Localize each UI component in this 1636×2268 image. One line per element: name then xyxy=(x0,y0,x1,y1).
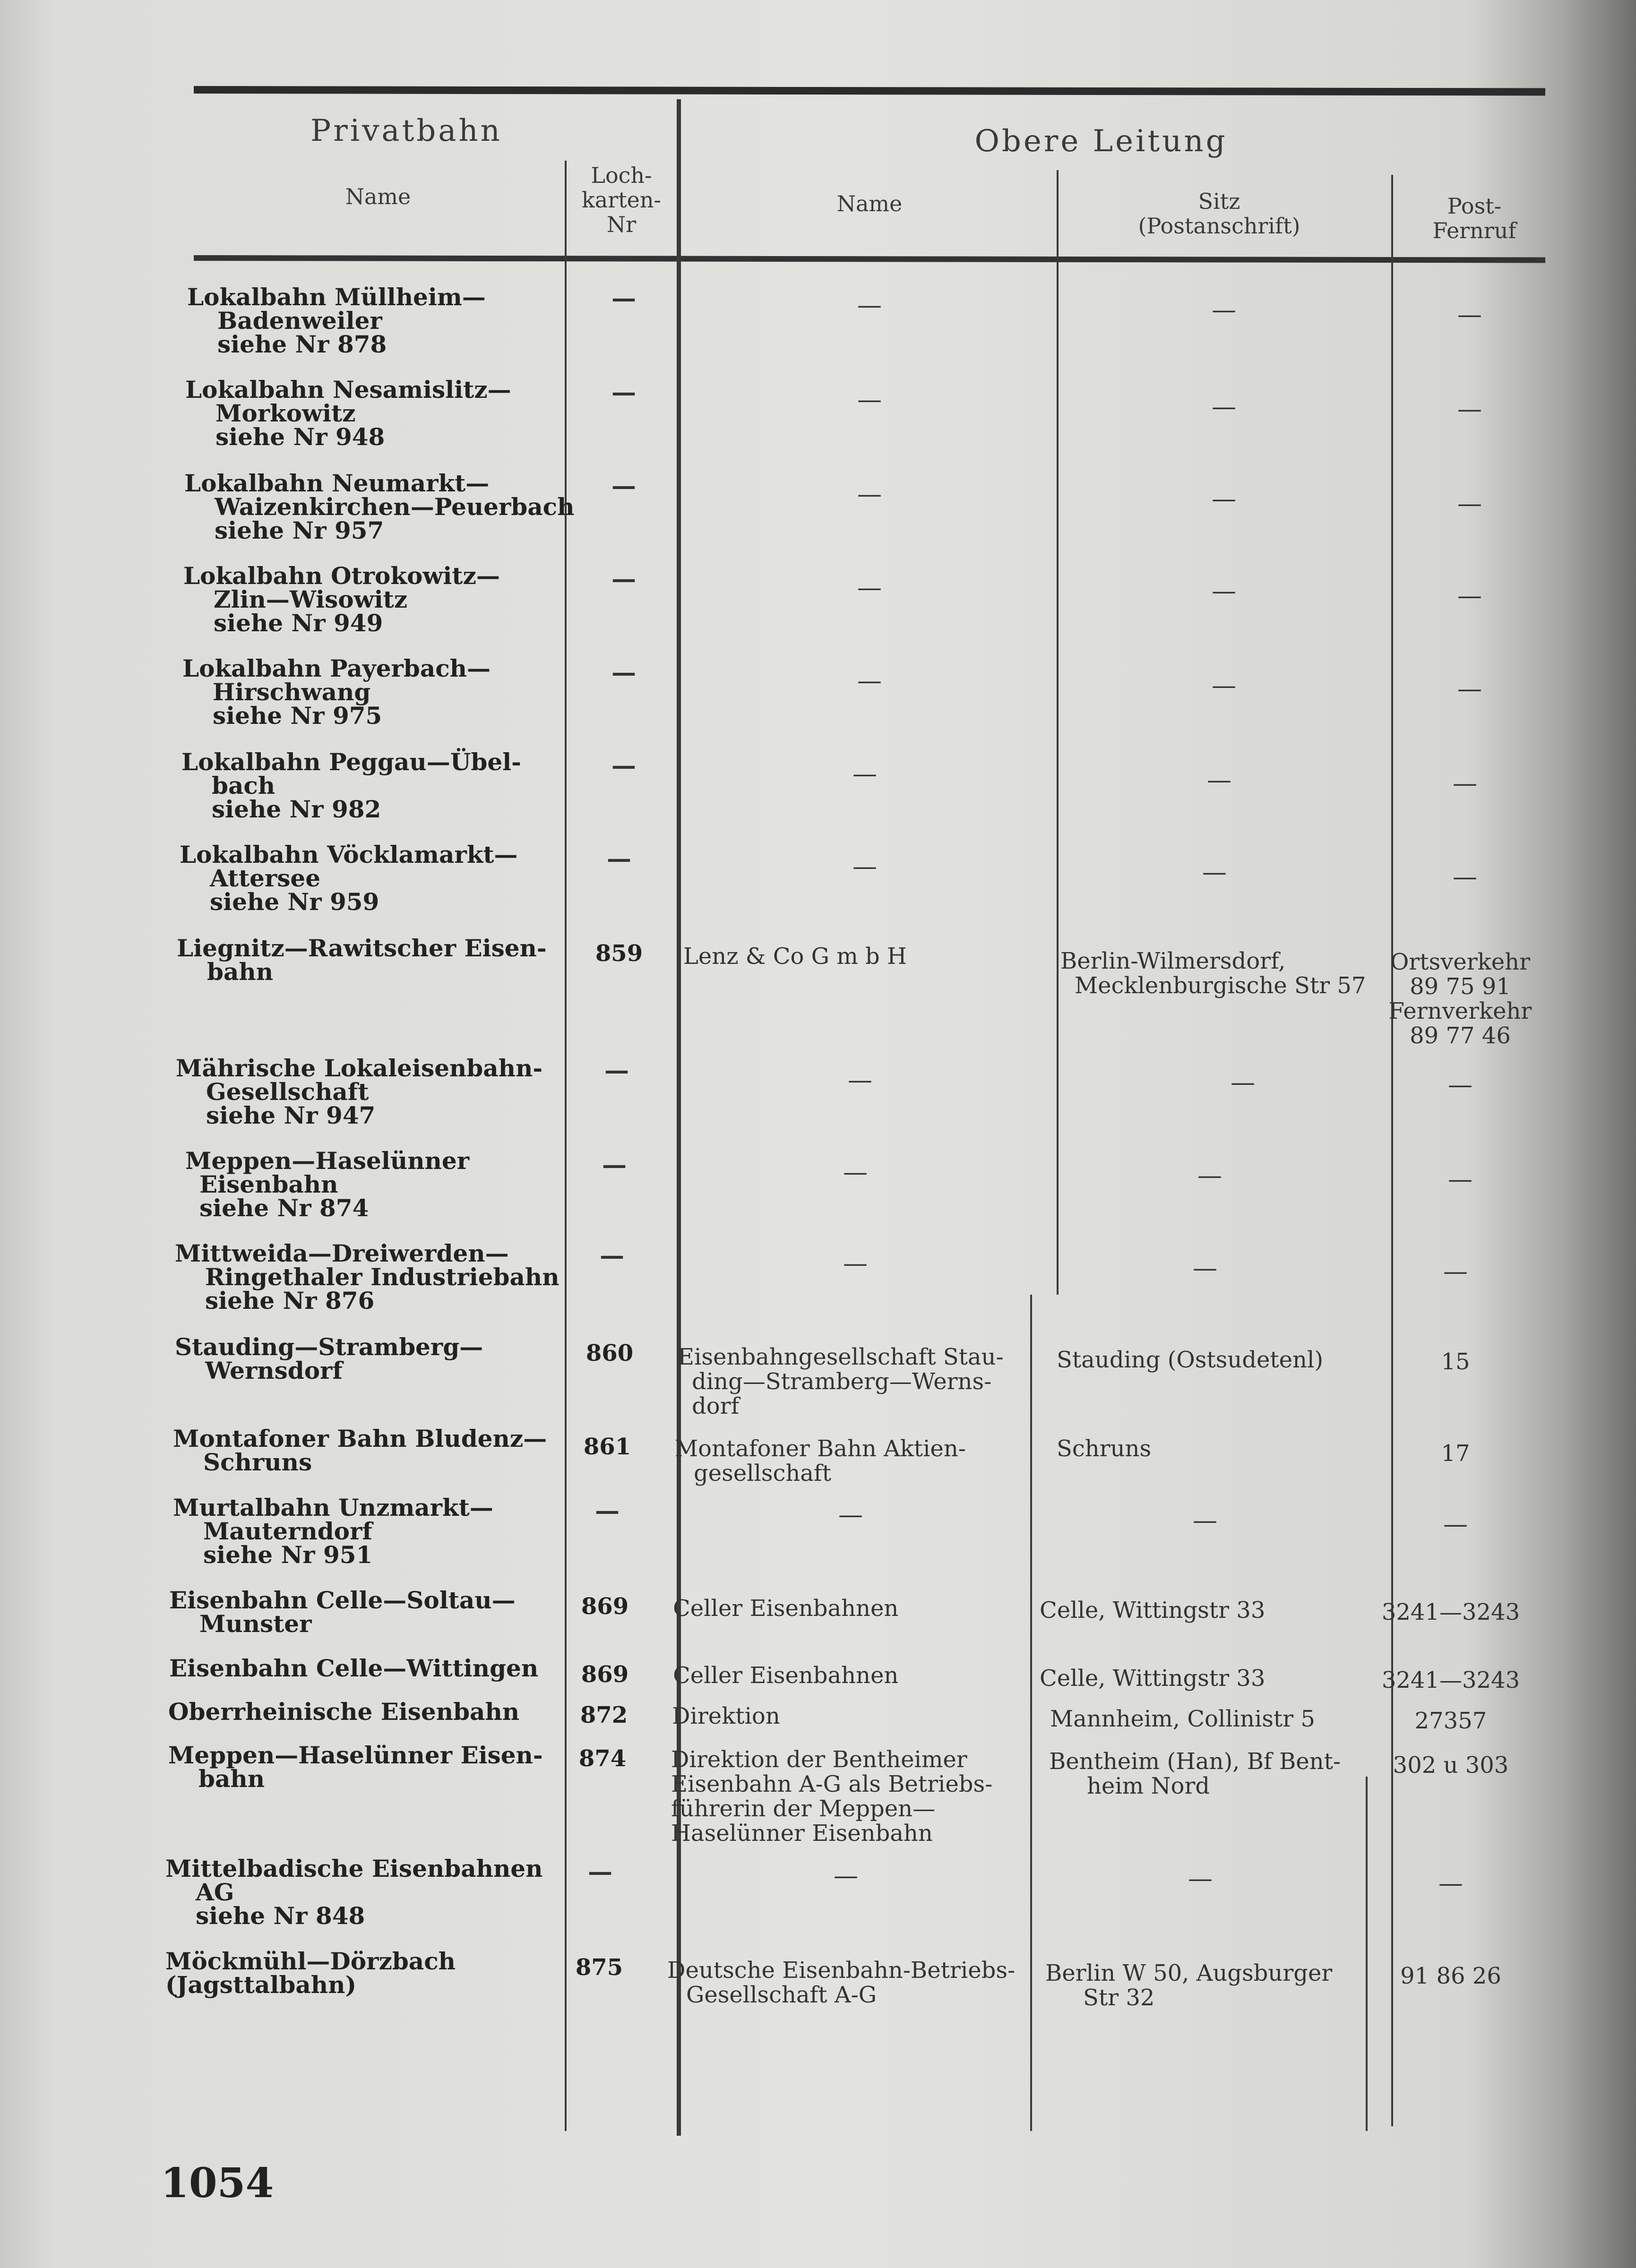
entry-row-3 xyxy=(183,564,594,635)
entry-row-13 xyxy=(173,1496,584,1567)
entry-row-16 xyxy=(168,1700,579,1724)
railway-name: Oberrheinische Eisenbahn xyxy=(168,1698,520,1726)
entry-row-0 xyxy=(187,285,598,356)
entry-row-9 xyxy=(185,1149,596,1220)
railway-name: Mittelbadische Eisenbahnen AG siehe Nr 848 xyxy=(165,1855,543,1930)
leitung-name: — xyxy=(843,1249,868,1278)
railway-name: Eisenbahn Celle—Soltau— Munster xyxy=(169,1586,516,1638)
railway-name: Lokalbahn Müllheim— Badenweiler siehe Nr 878 xyxy=(187,283,486,358)
leitung-name: — xyxy=(857,480,882,508)
sitz: — xyxy=(1202,858,1227,886)
lochkarten-nr: — xyxy=(588,1857,612,1886)
header-obere-leitung: Obere Leitung xyxy=(974,124,1228,159)
sitz: — xyxy=(1212,393,1236,421)
col-rule-fernruf-lower xyxy=(1366,1777,1368,2131)
fernruf: — xyxy=(1443,1257,1468,1286)
fernruf: — xyxy=(1457,301,1482,329)
sitz: — xyxy=(1193,1254,1217,1282)
entry-row-10 xyxy=(175,1239,586,1314)
fernruf: — xyxy=(1457,490,1482,518)
entry-row-1 xyxy=(185,378,596,449)
leitung-name: Celler Eisenbahnen xyxy=(673,1662,899,1689)
fernruf: — xyxy=(1457,675,1482,703)
entry-row-2 xyxy=(184,469,595,544)
leitung-name: — xyxy=(857,574,882,602)
sitz: Stauding (Ostsudetenl) xyxy=(1057,1347,1324,1373)
sitz: — xyxy=(1231,1068,1255,1097)
railway-name: Lokalbahn Neumarkt— Waizenkirchen—Peuerbach siehe Nr 957 xyxy=(184,469,575,544)
railway-name: Meppen—Haselünner Eisen- bahn xyxy=(168,1741,543,1793)
fernruf: — xyxy=(1448,1071,1472,1099)
leitung-name: Eisenbahngesellschaft Stau- ding—Stramberg—Werns- dorf xyxy=(678,1344,1004,1419)
lochkarten-nr: — xyxy=(602,1151,627,1179)
leitung-name: — xyxy=(834,1862,858,1890)
railway-name: Liegnitz—Rawitscher Eisen- bahn xyxy=(177,934,547,986)
fernruf: 3241—3243 xyxy=(1381,1599,1520,1625)
fernruf: — xyxy=(1453,769,1477,798)
page-number: 1054 xyxy=(161,2159,274,2207)
fernruf: — xyxy=(1438,1869,1463,1898)
leitung-name: — xyxy=(848,1066,872,1094)
col-rule-sitz-left xyxy=(1057,170,1059,1295)
leitung-name: Direktion xyxy=(672,1703,780,1729)
fernruf: — xyxy=(1457,395,1482,423)
fernruf: 91 86 26 xyxy=(1400,1963,1501,1989)
header-fernruf: Post- Fernruf xyxy=(1432,193,1516,243)
header-sitz: Sitz (Postanschrift) xyxy=(1138,189,1300,239)
sitz: — xyxy=(1188,1864,1213,1893)
col-rule-sitz-left-lower xyxy=(1030,1295,1032,2131)
sitz: Bentheim (Han), Bf Bent- heim Nord xyxy=(1049,1748,1341,1799)
fernruf: — xyxy=(1448,1165,1472,1194)
sitz: — xyxy=(1207,766,1231,794)
entry-row-19 xyxy=(165,1947,577,1999)
lochkarten-nr: 874 xyxy=(578,1745,627,1772)
fernruf: Ortsverkehr 89 75 91 Fernverkehr 89 77 46 xyxy=(1388,949,1532,1049)
fernruf: 17 xyxy=(1441,1440,1470,1467)
fernruf: 15 xyxy=(1441,1349,1470,1375)
entry-row-5 xyxy=(181,750,593,821)
railway-name: Murtalbahn Unzmarkt— Mauterndorf siehe Nr 951 xyxy=(173,1494,493,1569)
col-rule-fernruf-left xyxy=(1391,175,1393,2126)
railway-name: Stauding—Stramberg— Wernsdorf xyxy=(175,1333,483,1384)
leitung-name: Direktion der Bentheimer Eisenbahn A-G als Betriebs- führerin der Meppen— Haselünner Eisenbahn xyxy=(671,1746,993,1847)
fernruf: 3241—3243 xyxy=(1381,1667,1520,1693)
entry-row-12 xyxy=(173,1427,584,1474)
railway-name: Lokalbahn Nesamislitz— Morkowitz siehe Nr 948 xyxy=(185,376,511,451)
leitung-name: Lenz & Co G m b H xyxy=(683,943,907,970)
entry-row-14 xyxy=(169,1586,580,1638)
fernruf: — xyxy=(1453,863,1477,891)
leitung-name: — xyxy=(838,1501,863,1529)
entry-row-17 xyxy=(168,1741,579,1793)
railway-name: Eisenbahn Celle—Wittingen xyxy=(169,1654,539,1682)
sitz: — xyxy=(1212,485,1236,513)
header-privatbahn: Privatbahn xyxy=(310,113,502,148)
leitung-name: — xyxy=(857,386,882,414)
lochkarten-nr: 859 xyxy=(595,940,643,967)
entry-row-8 xyxy=(176,1054,587,1129)
lochkarten-nr: 875 xyxy=(575,1954,623,1981)
sitz: — xyxy=(1212,577,1236,605)
leitung-name: — xyxy=(857,291,882,319)
top-rule xyxy=(194,86,1545,95)
leitung-name: — xyxy=(857,667,882,695)
fernruf: — xyxy=(1443,1510,1468,1538)
leitung-name: — xyxy=(843,1158,868,1186)
header-ol-name: Name xyxy=(836,191,903,216)
leitung-name: Celler Eisenbahnen xyxy=(673,1595,899,1622)
lochkarten-nr: 869 xyxy=(581,1593,629,1620)
lochkarten-nr: — xyxy=(604,1056,629,1085)
fernruf: — xyxy=(1457,582,1482,610)
header-lochkarten-nr: Loch- karten- Nr xyxy=(581,163,662,237)
lochkarten-nr: — xyxy=(611,284,636,313)
entry-row-4 xyxy=(182,654,594,730)
railway-name: Lokalbahn Vöcklamarkt— Attersee siehe Nr 959 xyxy=(180,841,518,916)
lochkarten-nr: 872 xyxy=(580,1702,628,1728)
railway-name: Möckmühl—Dörzbach (Jagsttalbahn) xyxy=(165,1947,456,1999)
lochkarten-nr: 860 xyxy=(586,1340,634,1366)
lochkarten-nr: — xyxy=(600,1241,624,1270)
sitz: Mannheim, Collinistr 5 xyxy=(1050,1706,1315,1732)
railway-name: Lokalbahn Payerbach— Hirschwang siehe Nr 975 xyxy=(182,654,491,730)
lochkarten-nr: 869 xyxy=(581,1661,629,1688)
fernruf: 27357 xyxy=(1414,1708,1487,1734)
lochkarten-nr: — xyxy=(611,472,636,500)
leitung-name: Montafoner Bahn Aktien- gesellschaft xyxy=(675,1435,966,1486)
entry-row-7 xyxy=(177,936,588,984)
sitz: Berlin W 50, Augsburger Str 32 xyxy=(1045,1960,1333,2011)
entry-row-11 xyxy=(175,1335,586,1383)
entry-row-18 xyxy=(165,1857,577,1928)
leitung-name: Deutsche Eisenbahn-Betriebs- Gesellschaft A-G xyxy=(667,1957,1016,2008)
sitz: — xyxy=(1212,671,1236,700)
railway-name: Lokalbahn Peggau—Übel- bach siehe Nr 982 xyxy=(181,748,521,823)
railway-name: Montafoner Bahn Bludenz— Schruns xyxy=(173,1425,547,1476)
lochkarten-nr: — xyxy=(611,658,636,687)
entry-row-15 xyxy=(169,1654,580,1682)
railway-name: Lokalbahn Otrokowitz— Zlin—Wisowitz siehe Nr 949 xyxy=(183,562,500,637)
railway-name: Meppen—Haselünner Eisenbahn siehe Nr 874 xyxy=(185,1147,470,1222)
railway-name: Mährische Lokaleisenbahn- Gesellschaft siehe Nr 947 xyxy=(176,1054,543,1129)
sitz: Celle, Wittingstr 33 xyxy=(1040,1597,1266,1624)
fernruf: 302 u 303 xyxy=(1393,1752,1509,1778)
railway-name: Mittweida—Dreiwerden— Ringethaler Industriebahn siehe Nr 876 xyxy=(175,1239,560,1314)
sitz: — xyxy=(1212,296,1236,324)
lochkarten-nr: — xyxy=(607,844,631,873)
lochkarten-nr: — xyxy=(595,1496,620,1525)
header-name: Name xyxy=(345,184,411,209)
lochkarten-nr: — xyxy=(611,378,636,407)
lochkarten-nr: 861 xyxy=(583,1434,631,1460)
sitz: — xyxy=(1193,1506,1217,1535)
leitung-name: — xyxy=(852,852,877,881)
col-rule-lochkarten-left xyxy=(565,161,567,2131)
header-bottom-rule xyxy=(194,255,1545,263)
sitz: Celle, Wittingstr 33 xyxy=(1040,1665,1266,1692)
sitz: — xyxy=(1197,1161,1222,1190)
lochkarten-nr: — xyxy=(611,565,636,593)
sitz: Berlin-Wilmersdorf, Mecklenburgische Str 57 xyxy=(1060,948,1366,999)
entry-row-6 xyxy=(180,843,591,914)
lochkarten-nr: — xyxy=(611,751,636,780)
sitz: Schruns xyxy=(1057,1435,1152,1462)
leitung-name: — xyxy=(852,760,877,788)
